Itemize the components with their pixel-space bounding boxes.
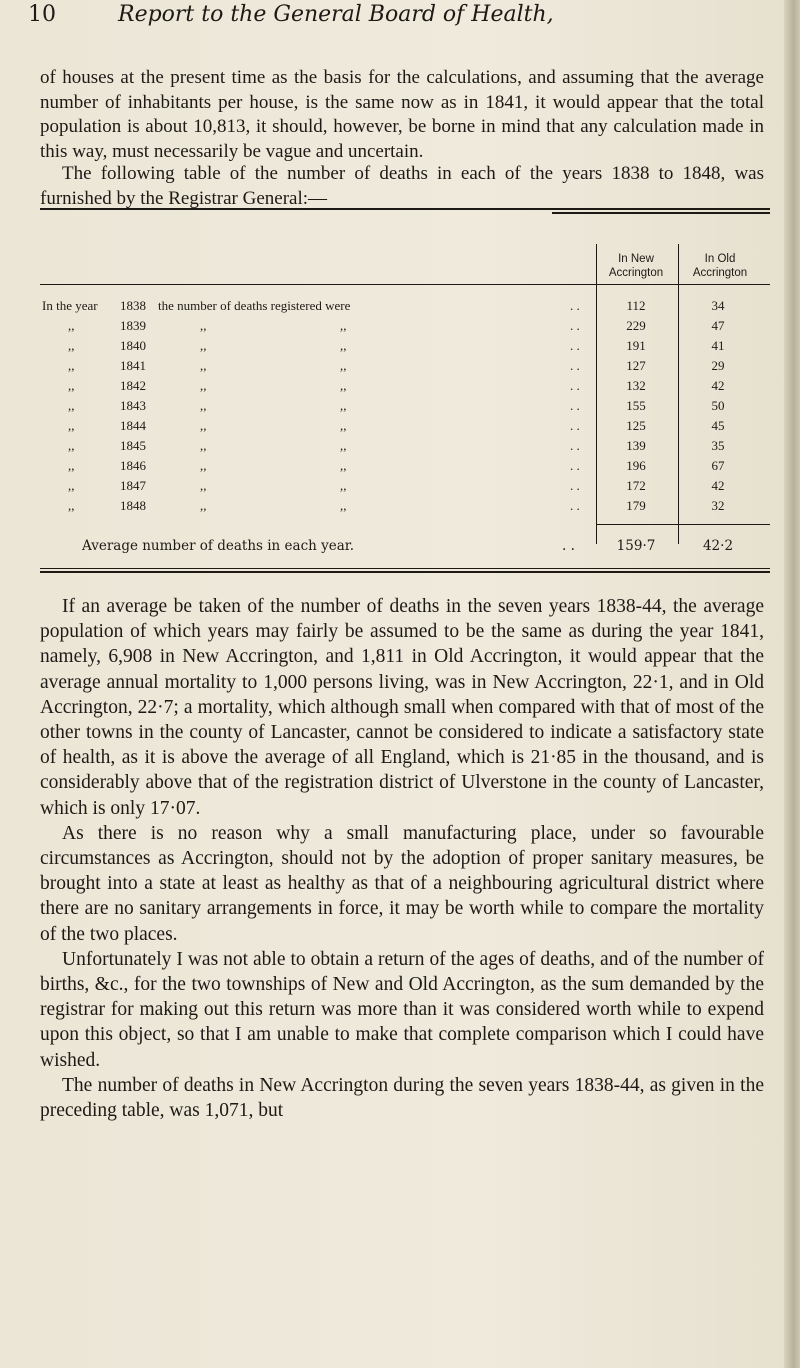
page-edge [784, 0, 800, 1368]
row-dots: . . [570, 458, 580, 473]
table-top-rule [40, 208, 770, 210]
ditto-mark: ,, [68, 498, 75, 513]
row-dots: . . [570, 298, 580, 313]
row-old-value: 34 [711, 298, 725, 313]
table-row [40, 478, 770, 498]
ditto-mark: ,, [200, 378, 207, 393]
ditto-mark: ,, [200, 478, 207, 493]
ditto-mark: ,, [340, 338, 347, 353]
row-new-value: 127 [626, 358, 646, 373]
table-row [40, 458, 770, 478]
table-row [40, 438, 770, 458]
row-new-value: 229 [626, 318, 646, 333]
column-header-old-accrington: In Old Accrington [692, 253, 748, 279]
row-label: In the year [42, 298, 98, 313]
column-header-new-accrington: In New Accrington [608, 253, 664, 279]
row-old-value: 41 [711, 338, 725, 353]
paragraph-mortality: If an average be taken of the number of deaths in the seven years 1838-44, the average population of which years may fairly be assumed to be the same as during the year 1841, namely, 6,908 in New Accrington, and 1,811 in Old Accrington, it would appear that the average annual mortality to 1,000 persons living, was in New Accrington, 22·1, and in Old Accrington, 22·7; a mortality, which although small when compared with that of most of the other towns in the county of Lancaster, cannot be considered to indicate a satisfactory state of health, as it is above the average of all England, which is 21·85 in the thousand, and is considerably above that of the registration district of Ulverstone in the county of Lancaster, which is only 17·07. [40, 596, 764, 819]
sum-rule [596, 524, 770, 525]
row-new-value: 172 [626, 478, 646, 493]
ditto-mark: ,, [340, 438, 347, 453]
ditto-mark: ,, [200, 358, 207, 373]
ditto-mark: ,, [200, 338, 207, 353]
ditto-mark: ,, [200, 418, 207, 433]
ditto-mark: ,, [200, 318, 207, 333]
ditto-mark: ,, [340, 458, 347, 473]
ditto-mark: ,, [68, 438, 75, 453]
row-new-value: 155 [626, 398, 646, 413]
row-year: 1844 [120, 418, 146, 433]
row-new-value: 139 [626, 438, 646, 453]
row-new-value: 179 [626, 498, 646, 513]
ditto-mark: ,, [68, 378, 75, 393]
page-header [28, 2, 768, 34]
row-new-value: 132 [626, 378, 646, 393]
ditto-mark: ,, [68, 458, 75, 473]
paragraph-returns: Unfortunately I was not able to obtain a return of the ages of deaths, and of the number of births, &c., for the two townships of New and Old Accrington, as the sum demanded by the registrar for making out this return was more than it was considered worth while to expend upon this object, so that I am unable to make that complete comparison which I could have wished. [40, 948, 764, 1071]
table-row [40, 398, 770, 418]
table-row [40, 378, 770, 398]
row-dots: . . [570, 358, 580, 373]
row-old-value: 42 [711, 478, 725, 493]
row-old-value: 35 [711, 438, 725, 453]
ditto-mark: ,, [68, 358, 75, 373]
ditto-mark: ,, [340, 418, 347, 433]
table-row [40, 418, 770, 438]
row-year: 1838 [120, 298, 146, 313]
row-old-value: 50 [711, 398, 725, 413]
ditto-mark: ,, [68, 338, 75, 353]
page-number: 10 [28, 2, 56, 27]
table-top-rule-right [552, 212, 770, 214]
row-new-value: 112 [626, 298, 646, 313]
row-old-value: 47 [711, 318, 725, 333]
row-dots: . . [570, 418, 580, 433]
table-bottom-rule [40, 568, 770, 569]
row-dots: . . [570, 498, 580, 513]
table-row [40, 298, 770, 318]
average-label: Average number of deaths in each year. [82, 538, 355, 554]
row-year: 1847 [120, 478, 146, 493]
ditto-mark: ,, [200, 438, 207, 453]
row-dots: . . [570, 318, 580, 333]
ditto-mark: ,, [68, 398, 75, 413]
ditto-mark: ,, [200, 498, 207, 513]
table-row [40, 338, 770, 358]
row-old-value: 45 [711, 418, 725, 433]
running-title: Report to the General Board of Health, [118, 2, 554, 27]
table-bottom-rule-double [40, 571, 770, 573]
ditto-mark: ,, [340, 378, 347, 393]
row-year: 1841 [120, 358, 146, 373]
row-old-value: 42 [711, 378, 725, 393]
ditto-mark: ,, [68, 418, 75, 433]
row-old-value: 29 [711, 358, 725, 373]
paragraph-deaths-count: The number of deaths in New Accrington during the seven years 1838-44, as given in the preceding table, was 1,071, but [40, 1074, 764, 1122]
table-row [40, 358, 770, 378]
row-dots: . . [570, 438, 580, 453]
paragraph-population: of houses at the present time as the basis for the calculations, and assuming that the average number of inhabitants per house, is the same now as in 1841, it would appear that the total population is about 10,813, it should, however, be borne in mind that any calculation made in this way, must necessarily be vague and uncertain. [40, 67, 764, 162]
row-year: 1845 [120, 438, 146, 453]
row-year: 1840 [120, 338, 146, 353]
row-year: 1843 [120, 398, 146, 413]
paragraph-table-intro: The following table of the number of deaths in each of the years 1838 to 1848, was furnished by the Registrar General:— [40, 163, 764, 209]
row-dots: . . [570, 398, 580, 413]
row-description: the number of deaths registered were [158, 298, 351, 313]
ditto-mark: ,, [200, 458, 207, 473]
average-new-value: 159·7 [616, 538, 656, 554]
ditto-mark: ,, [200, 398, 207, 413]
row-old-value: 67 [711, 458, 725, 473]
row-year: 1846 [120, 458, 146, 473]
average-old-value: 42·2 [702, 538, 734, 554]
row-new-value: 191 [626, 338, 646, 353]
ditto-mark: ,, [340, 478, 347, 493]
header-rule [40, 284, 770, 285]
body-text [40, 594, 764, 1123]
table-row [40, 318, 770, 338]
row-new-value: 196 [626, 458, 646, 473]
ditto-mark: ,, [68, 318, 75, 333]
row-year: 1842 [120, 378, 146, 393]
paragraph-comparison: As there is no reason why a small manufacturing place, under so favourable circumstances as Accrington, should not by the adoption of proper sanitary measures, be brought into a state at least as healthy as that of a neighbouring agricultural district where there are no sanitary arrangements in force, it may be worth while to compare the mortality of the two places. [40, 822, 764, 945]
table-row [40, 498, 770, 518]
ditto-mark: ,, [340, 498, 347, 513]
ditto-mark: ,, [68, 478, 75, 493]
row-dots: . . [570, 338, 580, 353]
ditto-mark: ,, [340, 398, 347, 413]
ditto-mark: ,, [340, 318, 347, 333]
row-dots: . . [570, 378, 580, 393]
row-year: 1839 [120, 318, 146, 333]
row-dots: . . [570, 478, 580, 493]
row-year: 1848 [120, 498, 146, 513]
ditto-mark: ,, [340, 358, 347, 373]
row-old-value: 32 [711, 498, 725, 513]
row-dots: . . [562, 538, 575, 554]
row-new-value: 125 [626, 418, 646, 433]
